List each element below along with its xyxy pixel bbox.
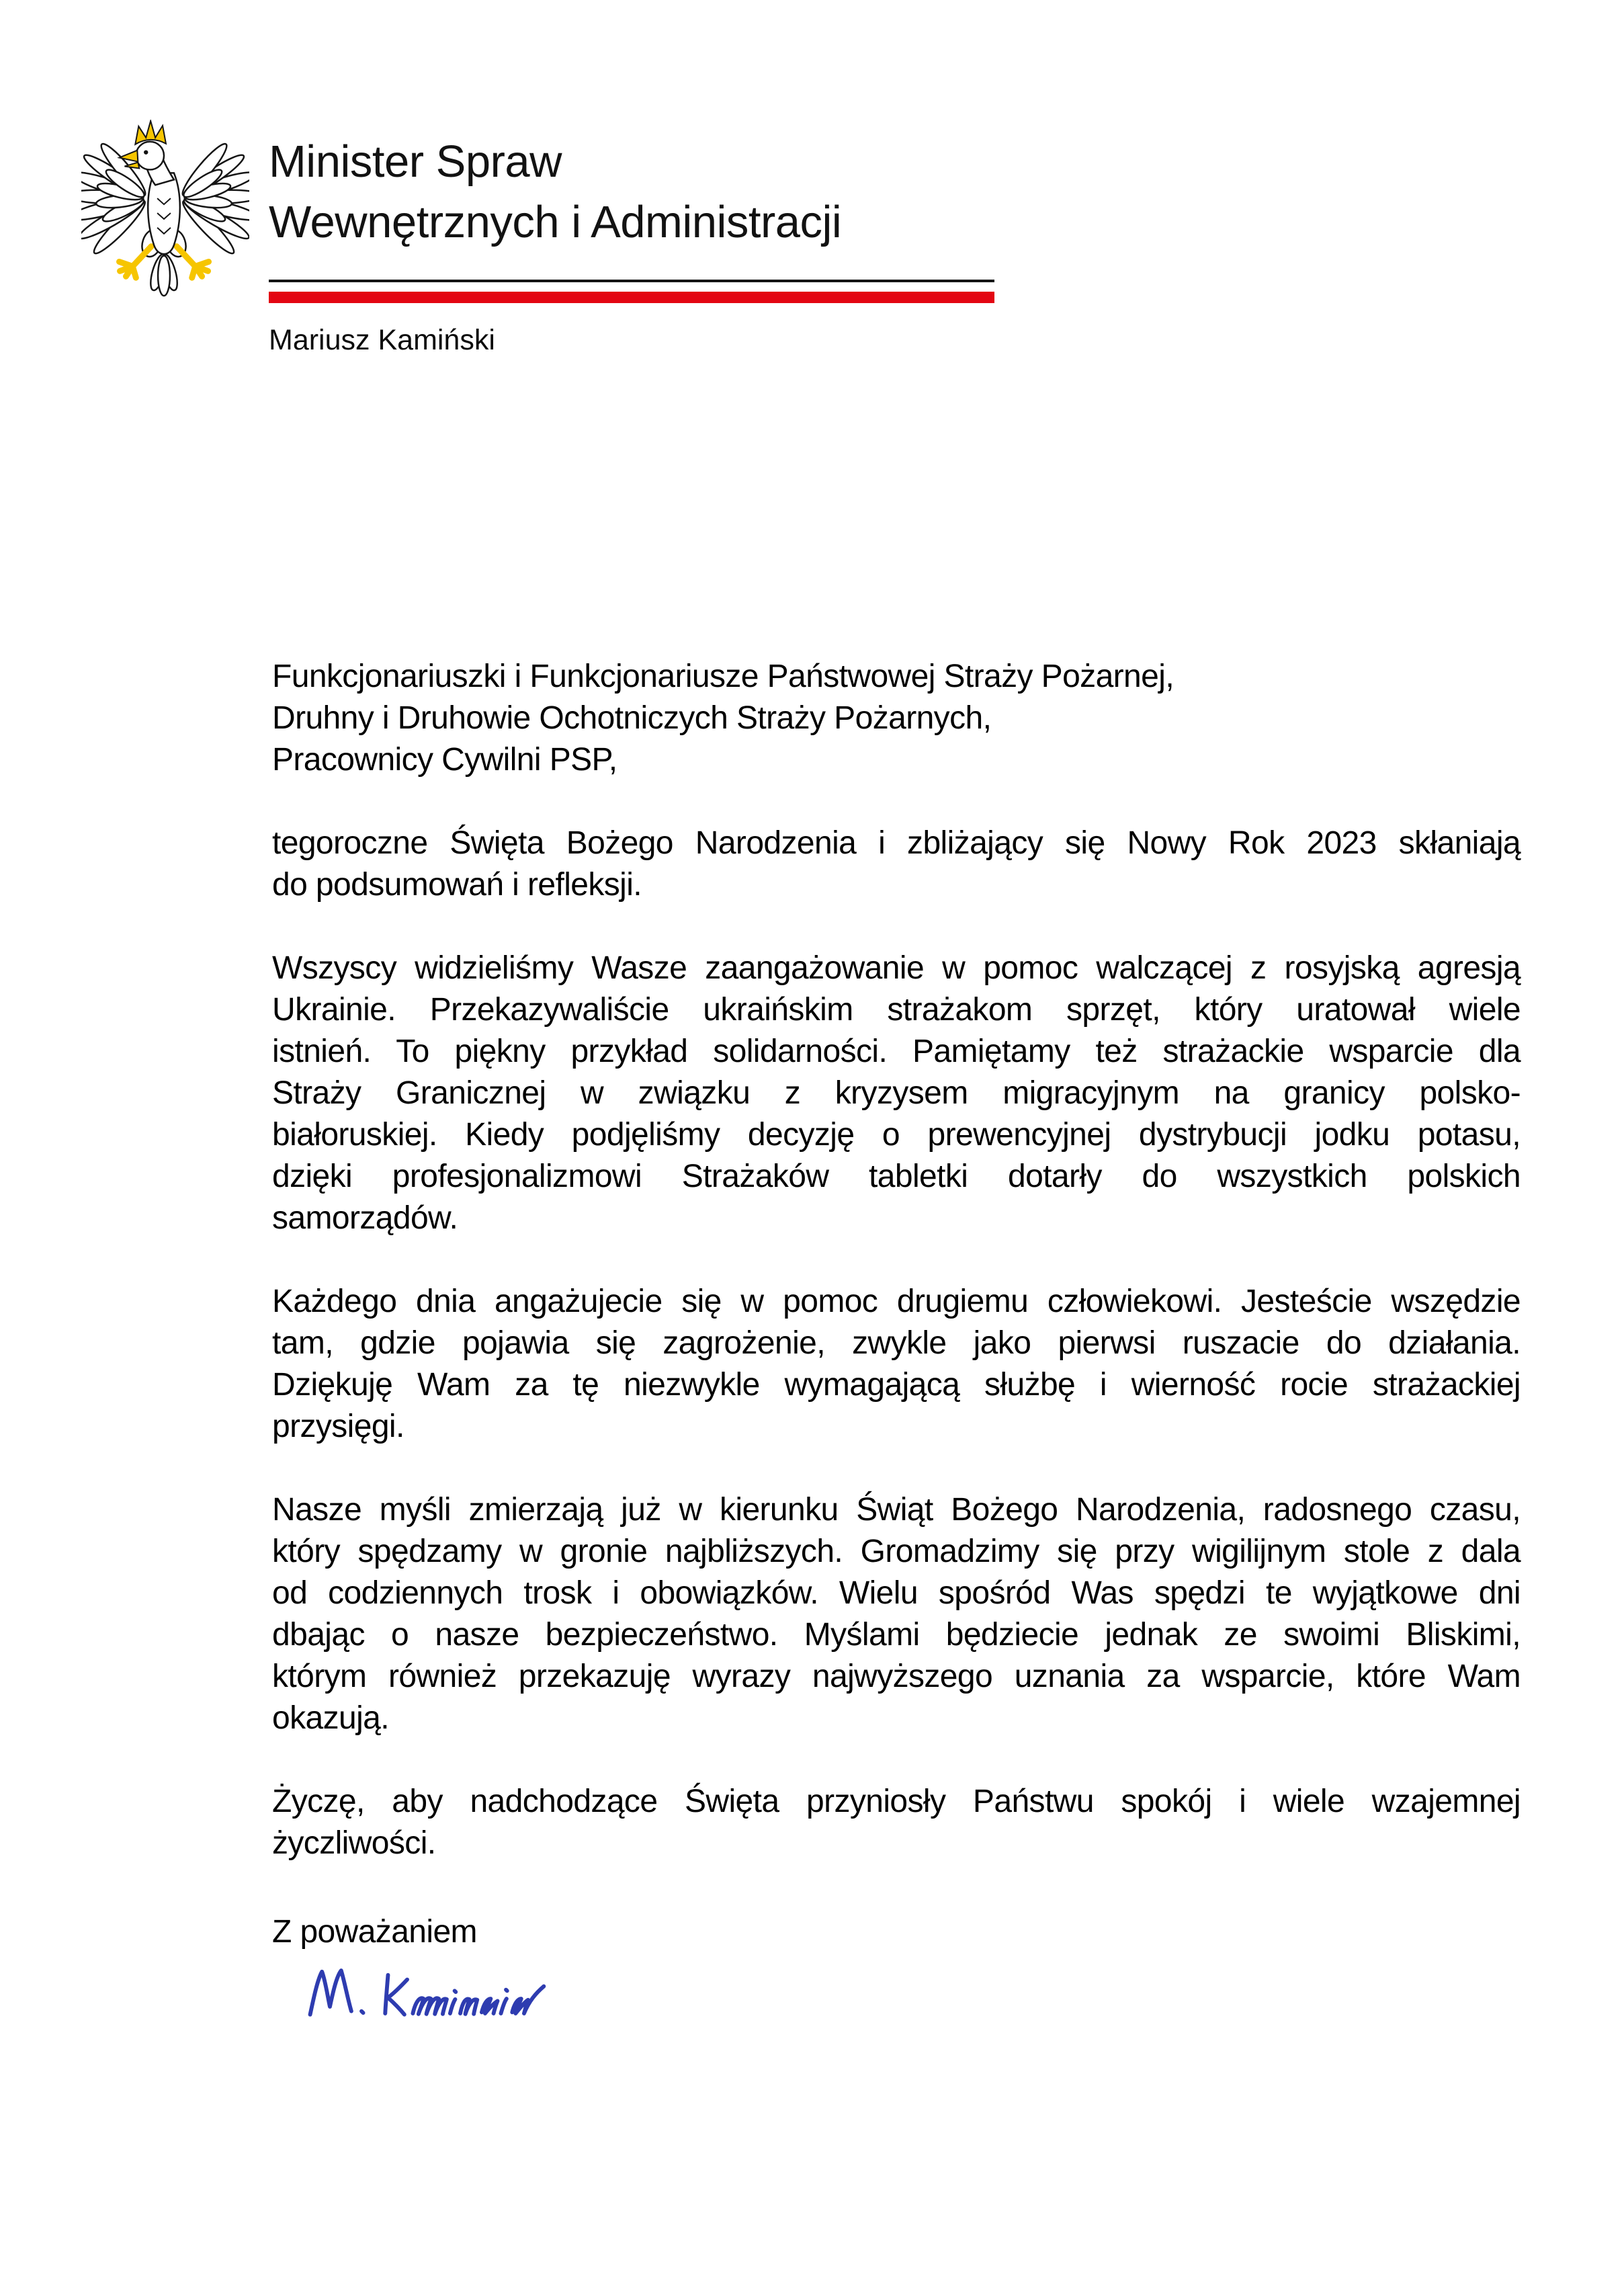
paragraph-5 (272, 1781, 1521, 1864)
minister-name: Mariusz Kamiński (269, 324, 495, 356)
text-line: do podsumowań i refleksji. (272, 867, 642, 903)
text-line: tegoroczne Święta Bożego Narodzenia i zbliżający się Nowy Rok 2023 skłaniają (272, 825, 1521, 861)
ministry-title-line2: Wewnętrznych i Administracji (269, 197, 842, 247)
text-line: Druhny i Druhowie Ochotniczych Straży Pożarnych, (272, 700, 992, 736)
text-line: samorządów. (272, 1200, 458, 1236)
text-line: dbając o nasze bezpieczeństwo. Myślami będziecie jednak ze swoimi Bliskimi, (272, 1617, 1521, 1653)
paragraph-2 (272, 948, 1521, 1239)
letter-body (272, 656, 1521, 2020)
text-line: białoruskiej. Kiedy podjęliśmy decyzję o prewencyjnej dystrybucji jodku potasu, (272, 1117, 1521, 1153)
paragraph-1 (272, 823, 1521, 906)
text-line: Życzę, aby nadchodzące Święta przyniosły Państwu spokój i wiele wzajemnej (272, 1784, 1521, 1819)
header-red-stripe (269, 292, 994, 303)
salutation (272, 656, 1521, 781)
signature-ink-path (310, 1970, 544, 2015)
text-line: dzięki profesjonalizmowi Strażaków tabletki dotarły do wszystkich polskich (272, 1159, 1521, 1194)
paragraph-4 (272, 1489, 1521, 1739)
text-line: przysięgi. (272, 1409, 404, 1444)
text-line: którym również przekazuję wyrazy najwyższego uznania za wsparcie, które Wam (272, 1659, 1521, 1694)
text-line: Ukrainie. Przekazywaliście ukraińskim strażakom sprzęt, który uratował wiele (272, 992, 1521, 1028)
text-line: Wszyscy widzieliśmy Wasze zaangażowanie w pomoc walczącej z rosyjską agresją (272, 950, 1521, 986)
header-divider-line (269, 280, 994, 282)
text-line: Pracownicy Cywilni PSP, (272, 742, 617, 778)
text-line: od codziennych trosk i obowiązków. Wielu spośród Was spędzi te wyjątkowe dni (272, 1575, 1521, 1611)
text-line: Nasze myśli zmierzają już w kierunku Świąt Bożego Narodzenia, radosnego czasu, (272, 1492, 1521, 1528)
closing-salutation: Z poważaniem (272, 1914, 477, 1950)
paragraph-3 (272, 1281, 1521, 1448)
text-line: który spędzamy w gronie najbliższych. Gromadzimy się przy wigilijnym stole z dala (272, 1534, 1521, 1569)
text-line: Funkcjonariuszki i Funkcjonariusze Państwowej Straży Pożarnej, (272, 659, 1174, 694)
text-line: Dziękuję Wam za tę niezwykle wymagającą służbę i wierność rocie strażackiej (272, 1367, 1521, 1403)
text-line: okazują. (272, 1700, 389, 1736)
text-line: istnień. To piękny przykład solidarności. Pamiętamy też strażackie wsparcie dla (272, 1034, 1521, 1069)
text-line: życzliwości. (272, 1825, 436, 1861)
text-line: Każdego dnia angażujecie się w pomoc drugiemu człowiekowi. Jesteście wszędzie (272, 1284, 1521, 1319)
text-line: Straży Granicznej w związku z kryzysem migracyjnym na granicy polsko- (272, 1075, 1521, 1111)
coat-of-arms-eagle-icon (81, 120, 249, 300)
text-line: tam, gdzie pojawia się zagrożenie, zwykle jako pierwsi ruszacie do działania. (272, 1325, 1521, 1361)
signature-handwriting (272, 1964, 648, 2020)
ministry-title-line1: Minister Spraw (269, 136, 562, 187)
ministry-title (269, 132, 841, 253)
